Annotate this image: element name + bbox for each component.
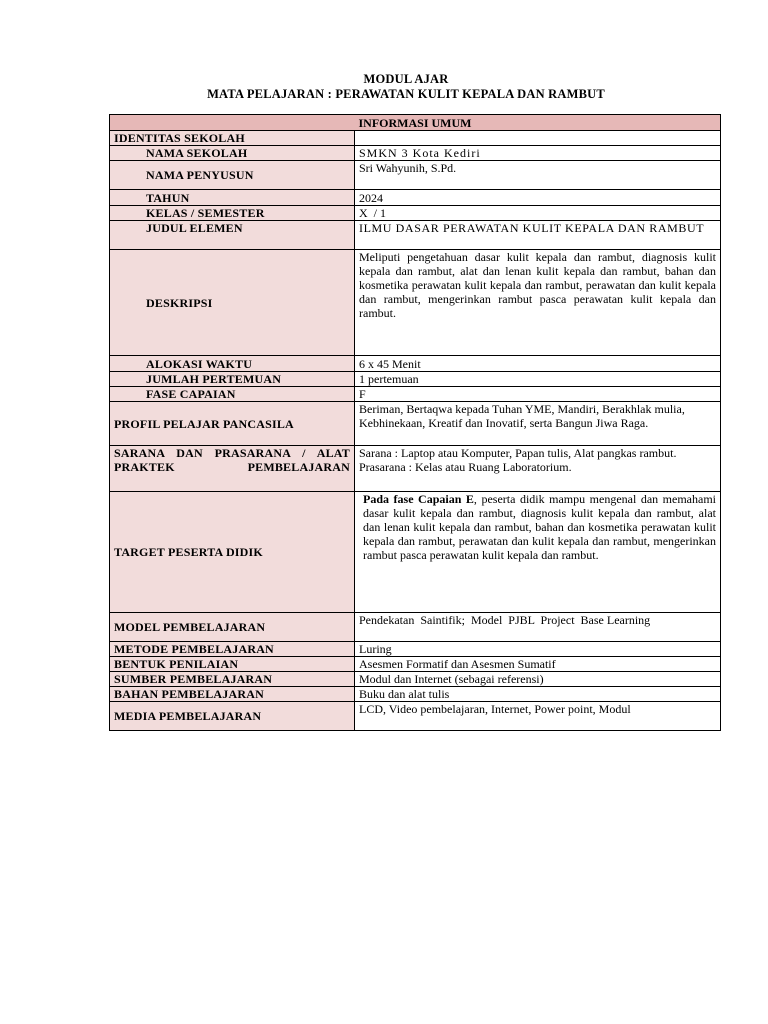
penilaian-label: BENTUK PENILAIAN [110, 657, 355, 672]
identitas-label: IDENTITAS SEKOLAH [110, 131, 355, 146]
document-subtitle: MATA PELAJARAN : PERAWATAN KULIT KEPALA DAN RAMBUT [207, 87, 605, 101]
deskripsi-value: Meliputi pengetahuan dasar kulit kepala dan rambut, diagnosis kulit kepala dan rambut, alat dan lenan kulit kepala dan rambut, bahan dan kosmetika perawatan kulit kepala dan rambut, perawatan dan kulit kepala dan rambut, mengerinkan rambut pasca perawatan kulit kepala dan rambut. [355, 250, 721, 356]
profil-value: Beriman, Bertaqwa kepada Tuhan YME, Mandiri, Berakhlak mulia, Kebhinekaan, Kreatif dan Inovatif, serta Bangun Jiwa Raga. [355, 402, 721, 446]
sumber-label: SUMBER PEMBELAJARAN [110, 672, 355, 687]
kelas-value: X / 1 [355, 206, 721, 221]
media-value: LCD, Video pembelajaran, Internet, Power point, Modul [355, 702, 721, 731]
alokasi-label: ALOKASI WAKTU [110, 356, 355, 372]
target-bold-text: Pada fase Capaian E [363, 492, 474, 506]
metode-value: Luring [355, 642, 721, 657]
penyusun-value: Sri Wahyunih, S.Pd. [355, 161, 721, 190]
profil-label: PROFIL PELAJAR PANCASILA [110, 402, 355, 446]
judul-label: JUDUL ELEMEN [110, 221, 355, 250]
penyusun-label: NAMA PENYUSUN [110, 161, 355, 190]
identitas-value [355, 131, 721, 146]
judul-value: ILMU DASAR PERAWATAN KULIT KEPALA DAN RAMBUT [355, 221, 721, 250]
nama-sekolah-value: SMKN 3 Kota Kediri [355, 146, 721, 161]
prasarana-text: Prasarana : Kelas atau Ruang Laboratorium. [359, 460, 572, 474]
target-text: , peserta didik mampu mengenal dan memahami dasar kulit kepala dan rambut, diagnosis kulit kepala dan rambut, alat dan lenan kulit kepala dan rambut, bahan dan kosmetika perawatan kulit kepala dan rambut, perawatan dan kulit kepala dan rambut, mengerinkan rambut pasca perawatan kulit kepala dan rambut. [363, 492, 716, 562]
fase-value: F [355, 387, 721, 402]
target-label: TARGET PESERTA DIDIK [110, 492, 355, 613]
tahun-value: 2024 [355, 190, 721, 206]
table-header: INFORMASI UMUM [110, 115, 721, 131]
media-label: MEDIA PEMBELAJARAN [110, 702, 355, 731]
sumber-value: Modul dan Internet (sebagai referensi) [355, 672, 721, 687]
target-value [355, 492, 721, 613]
sarana-value [355, 446, 721, 492]
alokasi-value: 6 x 45 Menit [355, 356, 721, 372]
fase-label: FASE CAPAIAN [110, 387, 355, 402]
sarana-text: Sarana : Laptop atau Komputer, Papan tulis, Alat pangkas rambut. [359, 446, 677, 460]
info-table [109, 114, 721, 731]
document-title: MODUL AJAR [363, 72, 449, 86]
nama-sekolah-label: NAMA SEKOLAH [110, 146, 355, 161]
pertemuan-value: 1 pertemuan [355, 372, 721, 387]
pertemuan-label: JUMLAH PERTEMUAN [110, 372, 355, 387]
model-value: Pendekatan Saintifik; Model PJBL Project Base Learning [355, 613, 721, 642]
bahan-label: BAHAN PEMBELAJARAN [110, 687, 355, 702]
sarana-label: SARANA DAN PRASARANA / ALAT PRAKTEK PEMBELAJARAN [110, 446, 355, 492]
kelas-label: KELAS / SEMESTER [110, 206, 355, 221]
penilaian-value: Asesmen Formatif dan Asesmen Sumatif [355, 657, 721, 672]
bahan-value: Buku dan alat tulis [355, 687, 721, 702]
deskripsi-label: DESKRIPSI [110, 250, 355, 356]
tahun-label: TAHUN [110, 190, 355, 206]
model-label: MODEL PEMBELAJARAN [110, 613, 355, 642]
metode-label: METODE PEMBELAJARAN [110, 642, 355, 657]
